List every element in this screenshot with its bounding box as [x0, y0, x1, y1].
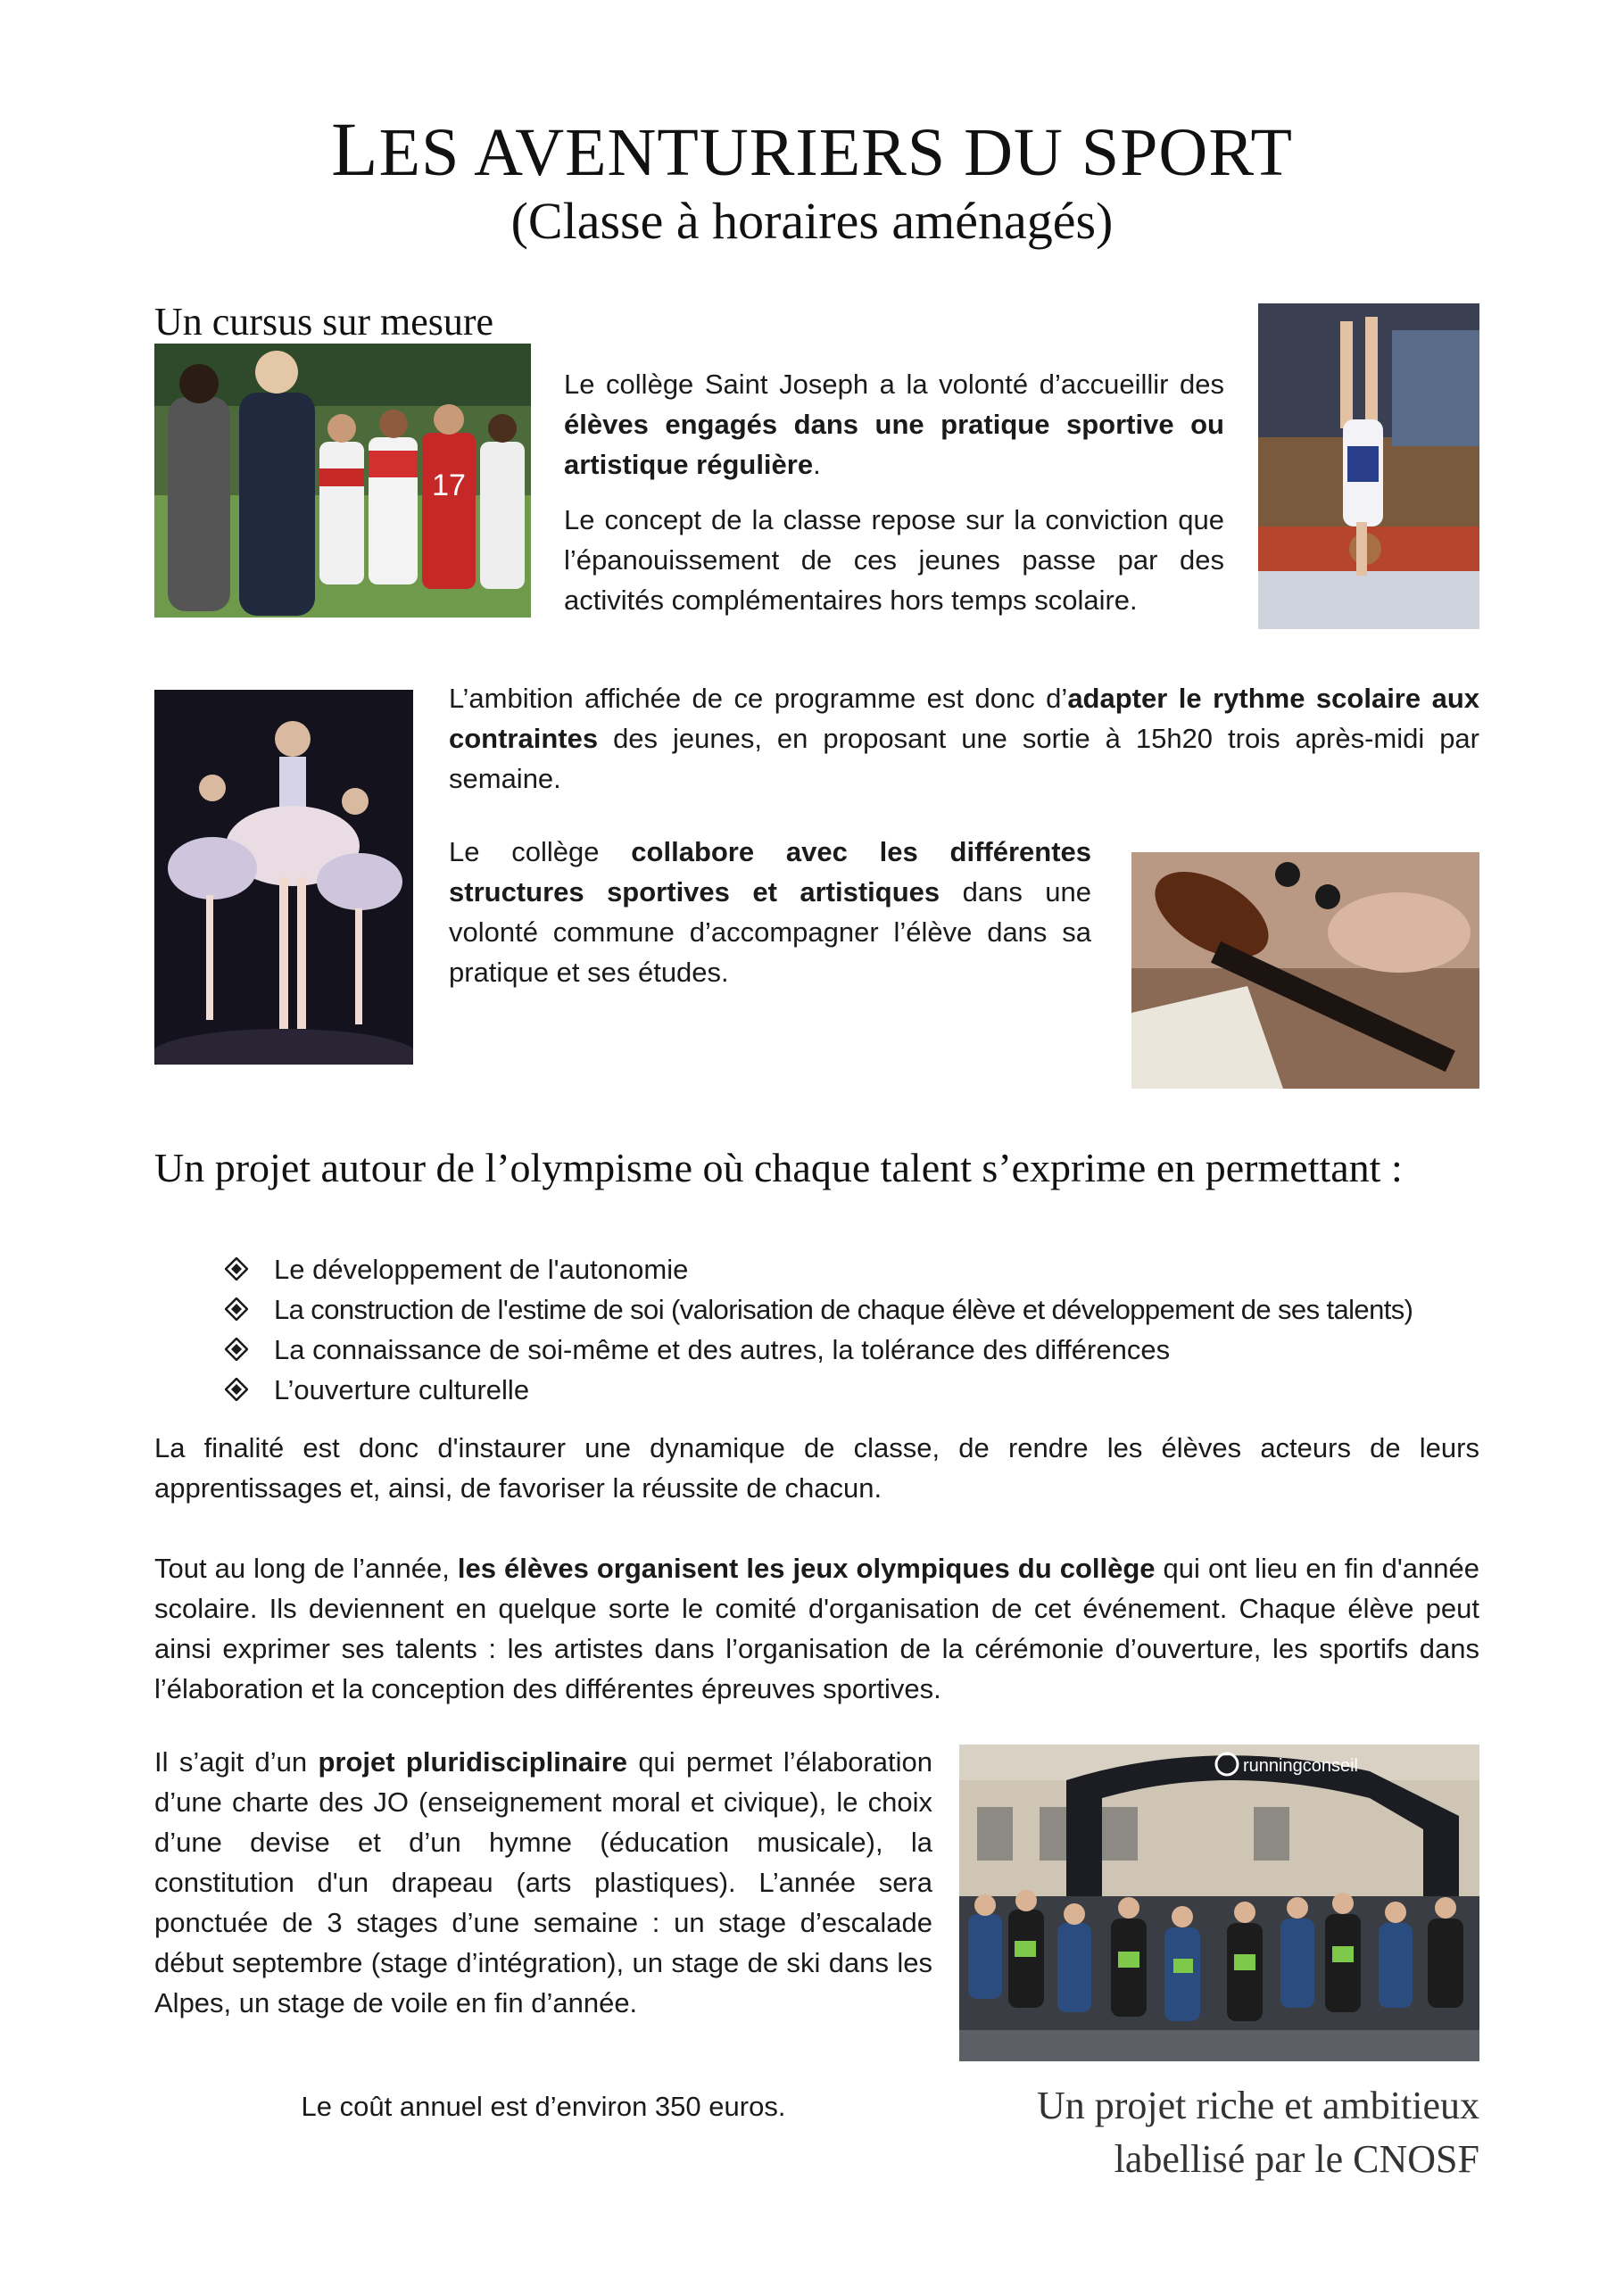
violin-photo — [1131, 852, 1479, 1089]
diamond-bullet-icon — [225, 1378, 248, 1401]
intro-paragraph: Le collège Saint Joseph a la volonté d’accueillir des élèves engagés dans une pratique sportive ou artistique régulière. — [564, 369, 1224, 480]
football-team-photo — [154, 344, 531, 618]
collaboration-paragraph: Le collège collabore avec les différentes structures sportives et artistiques dans une volonté commune d’accompagner l’élève dans sa pratique et ses études. — [449, 836, 1091, 988]
diamond-bullet-icon — [225, 1257, 248, 1281]
pluridisciplinaire-paragraph: Il s’agit d’un projet pluridisciplinaire qui permet l’élaboration d’une charte des JO (enseignement moral et civique), le choix d’une devise et d’un hymne (éducation musicale), la constitution d'un drapeau (arts plastiques). L’année sera ponctuée de 3 stages d’une semaine : un stage d’escalade début septembre (stage d’intégration), un stage de ski dans les Alpes, un stage de voile en fin d’année. — [154, 1746, 932, 2018]
jeux-olympiques-paragraph: Tout au long de l’année, les élèves organisent les jeux olympiques du collège qui ont lieu en fin d'année scolaire. Ils deviennent en quelque sorte le comité d'organisation de cet événement. Chaque élève peut ainsi exprimer ses talents : les artistes dans l’organisation de la cérémonie d’ouverture, les sportifs dans l’élaboration et la conception des différentes épreuves sportives. — [154, 1553, 1479, 1704]
ambition-paragraph: L’ambition affichée de ce programme est donc d’adapter le rythme scolaire aux contraintes des jeunes, en proposant une sortie à 15h20 trois après-midi par semaine. — [449, 683, 1479, 794]
running-race-photo — [959, 1745, 1479, 2061]
ballet-dancers-photo — [154, 690, 413, 1065]
list-item: La connaissance de soi-même et des autres, la tolérance des différences — [225, 1330, 1483, 1370]
list-item: La construction de l'estime de soi (valorisation de chaque élève et développement de ses talents) — [225, 1289, 1483, 1330]
page-title: LES AVENTURIERS DU SPORT — [331, 106, 1293, 192]
closing-line-1: Un projet riche et ambitieux — [1036, 2084, 1479, 2127]
svg-text:17: 17 — [432, 468, 466, 502]
section-heading-cursus: Un cursus sur mesure — [154, 300, 494, 344]
gymnast-photo — [1258, 303, 1479, 629]
page-subtitle: (Classe à horaires aménagés) — [510, 192, 1114, 250]
closing-line-2: labellisé par le CNOSF — [1114, 2137, 1479, 2181]
annee-text-block — [154, 1548, 1479, 1709]
cost-text-block — [154, 2086, 932, 2126]
finalite-paragraph: La finalité est donc d'instaurer une dynamique de classe, de rendre les élèves acteurs de leurs apprentissages et, ainsi, de favoriser la réussite de chacun. — [154, 1432, 1479, 1504]
list-item: Le développement de l'autonomie — [225, 1249, 1483, 1289]
ambition-text-block — [449, 678, 1479, 799]
banner-brand-text: runningconseil — [1243, 1756, 1358, 1776]
intro-text-block — [564, 364, 1224, 620]
closing-tagline — [946, 2079, 1479, 2186]
section-heading-olympisme: Un projet autour de l’olympisme où chaque talent s’exprime en permettant : — [154, 1145, 1403, 1190]
annual-cost: Le coût annuel est d’environ 350 euros. — [301, 2091, 786, 2122]
diamond-bullet-icon — [225, 1338, 248, 1361]
projet-text-block — [154, 1742, 932, 2023]
collaboration-text-block — [449, 832, 1091, 992]
list-item: L’ouverture culturelle — [225, 1370, 1483, 1410]
concept-paragraph: Le concept de la classe repose sur la conviction que l’épanouissement de ces jeunes passe par des activités complémentaires hors temps scolaire. — [564, 504, 1224, 616]
objectives-list — [225, 1249, 1483, 1410]
finalite-text-block — [154, 1428, 1479, 1508]
diamond-bullet-icon — [225, 1297, 248, 1321]
